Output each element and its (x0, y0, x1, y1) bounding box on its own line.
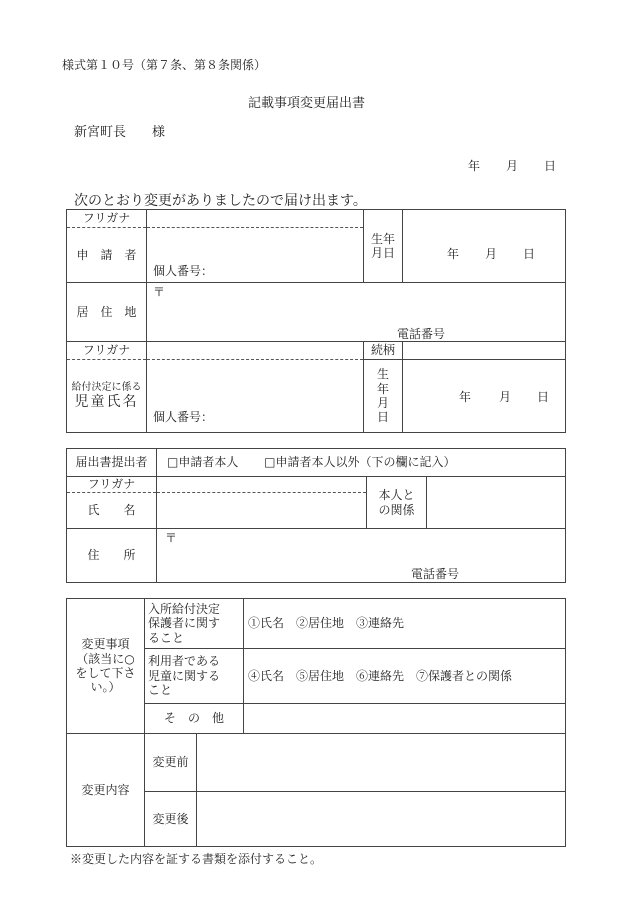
child-relation-field[interactable] (403, 342, 566, 360)
child-furigana-label: フリガナ (67, 342, 147, 360)
child-furigana-field[interactable] (147, 342, 364, 360)
intro-text: 次のとおり変更がありましたので届け出ます。 (74, 193, 367, 209)
guardian-options[interactable]: ①氏名 ②居住地 ③連絡先 (244, 599, 566, 649)
applicant-table (66, 209, 566, 433)
applicant-address-field[interactable]: 〒 電話番号 (147, 283, 566, 342)
submitter-name-label: 氏 名 (67, 493, 157, 529)
child-relation-label: 続柄 (364, 342, 403, 360)
child-name-label: 給付決定に係る 児童氏名 (67, 360, 147, 433)
child-name-field[interactable]: 個人番号： (147, 360, 364, 433)
applicant-birth-label: 生年 月日 (364, 210, 403, 283)
submitter-label: 届出書提出者 (67, 449, 157, 477)
date-month: 月 (506, 159, 519, 173)
date-year: 年 (468, 159, 481, 173)
submitter-options (157, 449, 566, 477)
before-label: 変更前 (145, 734, 197, 792)
applicant-address-label: 居 住 地 (67, 283, 147, 342)
change-content-label: 変更内容 (67, 734, 145, 847)
child-birth-field[interactable]: 年 月 日 (403, 360, 566, 433)
applicant-name-label: 申 請 者 (67, 228, 147, 283)
submitter-relation-label: 本人と の関係 (367, 477, 427, 529)
applicant-furigana-label: フリガナ (67, 210, 147, 228)
addressee: 新宮町長 様 (74, 125, 166, 140)
user-options[interactable]: ④氏名 ⑤居住地 ⑥連絡先 ⑦保護者との関係 (244, 649, 566, 704)
applicant-furigana-field[interactable] (147, 210, 364, 228)
user-category-label: 利用者である 児童に関する こと (145, 649, 244, 704)
submitter-address-label: 住 所 (67, 529, 157, 583)
submitter-furigana-field[interactable] (157, 477, 367, 493)
submitter-self-checkbox[interactable]: □申請者本人 (167, 455, 239, 470)
guardian-category-label: 入所給付決定 保護者に関す ること (145, 599, 244, 649)
applicant-name-field[interactable]: 個人番号： (147, 228, 364, 283)
submitter-relation-field[interactable] (427, 477, 566, 529)
change-items-label: 変更事項 （該当に○ をして下さ い。） (67, 599, 145, 734)
after-label: 変更後 (145, 792, 197, 847)
before-field[interactable] (197, 734, 566, 792)
submitter-address-field[interactable]: 〒 電話番号 (157, 529, 566, 583)
submitter-name-field[interactable] (157, 493, 367, 529)
other-field[interactable] (244, 704, 566, 734)
submitter-other-checkbox[interactable]: □申請者本人以外（下の欄に記入） (264, 455, 456, 470)
applicant-birth-field[interactable]: 年 月 日 (403, 210, 566, 283)
page-title: 記載事項変更届出書 (248, 96, 366, 111)
child-birth-label: 生 年 月 日 (364, 360, 403, 433)
date-day: 日 (544, 159, 557, 173)
form-number: 様式第１０号（第７条、第８条関係） (62, 58, 267, 72)
submitter-furigana-label: フリガナ (67, 477, 157, 493)
other-label: そ の 他 (145, 704, 244, 734)
submitter-table (66, 448, 566, 583)
after-field[interactable] (197, 792, 566, 847)
changes-table (66, 598, 566, 847)
footer-note: ※変更した内容を証する書類を添付すること。 (70, 852, 323, 866)
